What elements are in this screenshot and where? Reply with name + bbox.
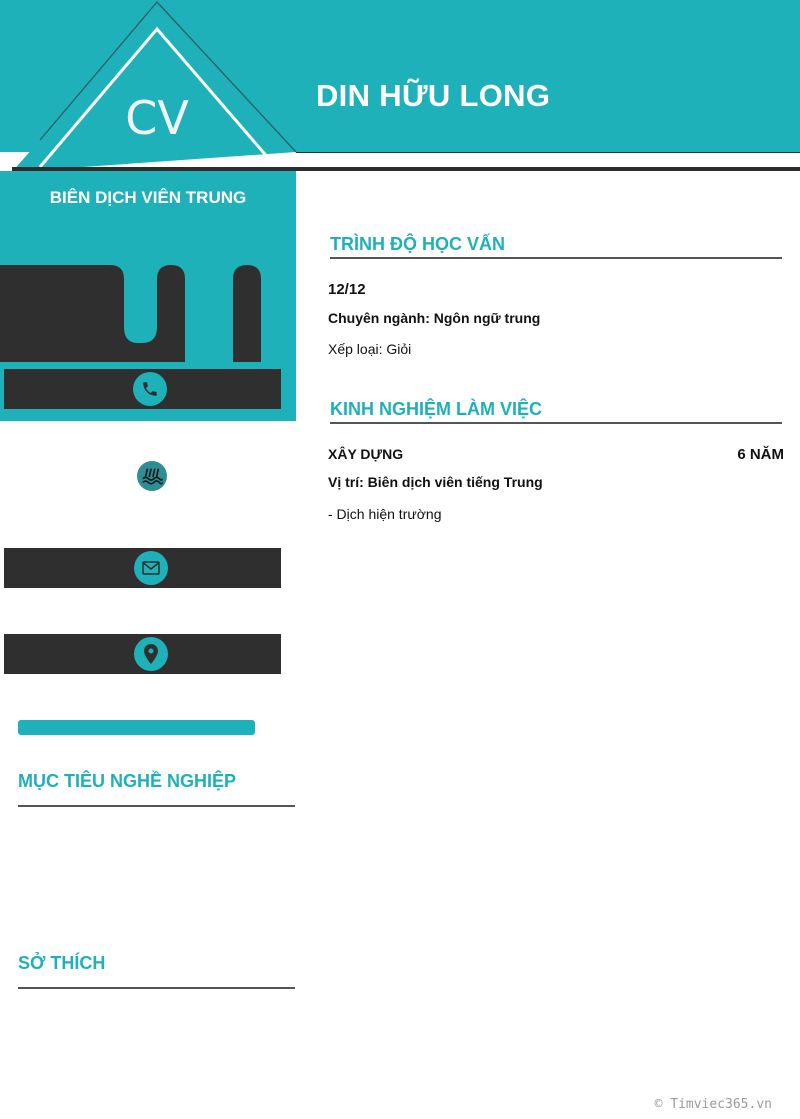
career-goal-rule bbox=[18, 805, 295, 807]
social-icon bbox=[137, 461, 167, 491]
phone-bar bbox=[4, 369, 281, 409]
skill-bar bbox=[18, 720, 255, 735]
experience-task: - Dịch hiện trường bbox=[328, 506, 442, 522]
address-bar bbox=[4, 634, 281, 674]
education-major: Chuyên ngành: Ngôn ngữ trung bbox=[328, 310, 541, 326]
education-title: TRÌNH ĐỘ HỌC VẤN bbox=[330, 234, 505, 254]
experience-rule bbox=[330, 422, 782, 424]
education-rank: Xếp loại: Giỏi bbox=[328, 341, 412, 357]
mail-icon bbox=[134, 551, 168, 585]
location-pin-icon bbox=[134, 637, 168, 671]
footer-watermark: © Timviec365.vn bbox=[654, 1097, 772, 1112]
experience-company: XÂY DỰNG bbox=[328, 446, 404, 462]
candidate-name: DIN HỮU LONG bbox=[316, 78, 551, 113]
experience-position: Vị trí: Biên dịch viên tiếng Trung bbox=[328, 474, 543, 490]
experience-duration: 6 NĂM bbox=[737, 446, 784, 463]
decorative-blocks bbox=[0, 262, 296, 362]
experience-title: KINH NGHIỆM LÀM VIỆC bbox=[330, 399, 543, 419]
hobbies-rule bbox=[18, 987, 295, 989]
phone-icon bbox=[133, 372, 167, 406]
education-grade-level: 12/12 bbox=[328, 281, 366, 298]
career-goal-title: MỤC TIÊU NGHỀ NGHIỆP bbox=[18, 771, 237, 791]
logo-text: CV bbox=[125, 91, 189, 145]
job-title: BIÊN DỊCH VIÊN TRUNG bbox=[49, 188, 247, 207]
education-rule bbox=[330, 257, 782, 259]
header-stripe bbox=[296, 152, 800, 167]
hobbies-title: SỞ THÍCH bbox=[18, 953, 106, 973]
cv-logo bbox=[0, 0, 300, 172]
email-bar bbox=[4, 548, 281, 588]
